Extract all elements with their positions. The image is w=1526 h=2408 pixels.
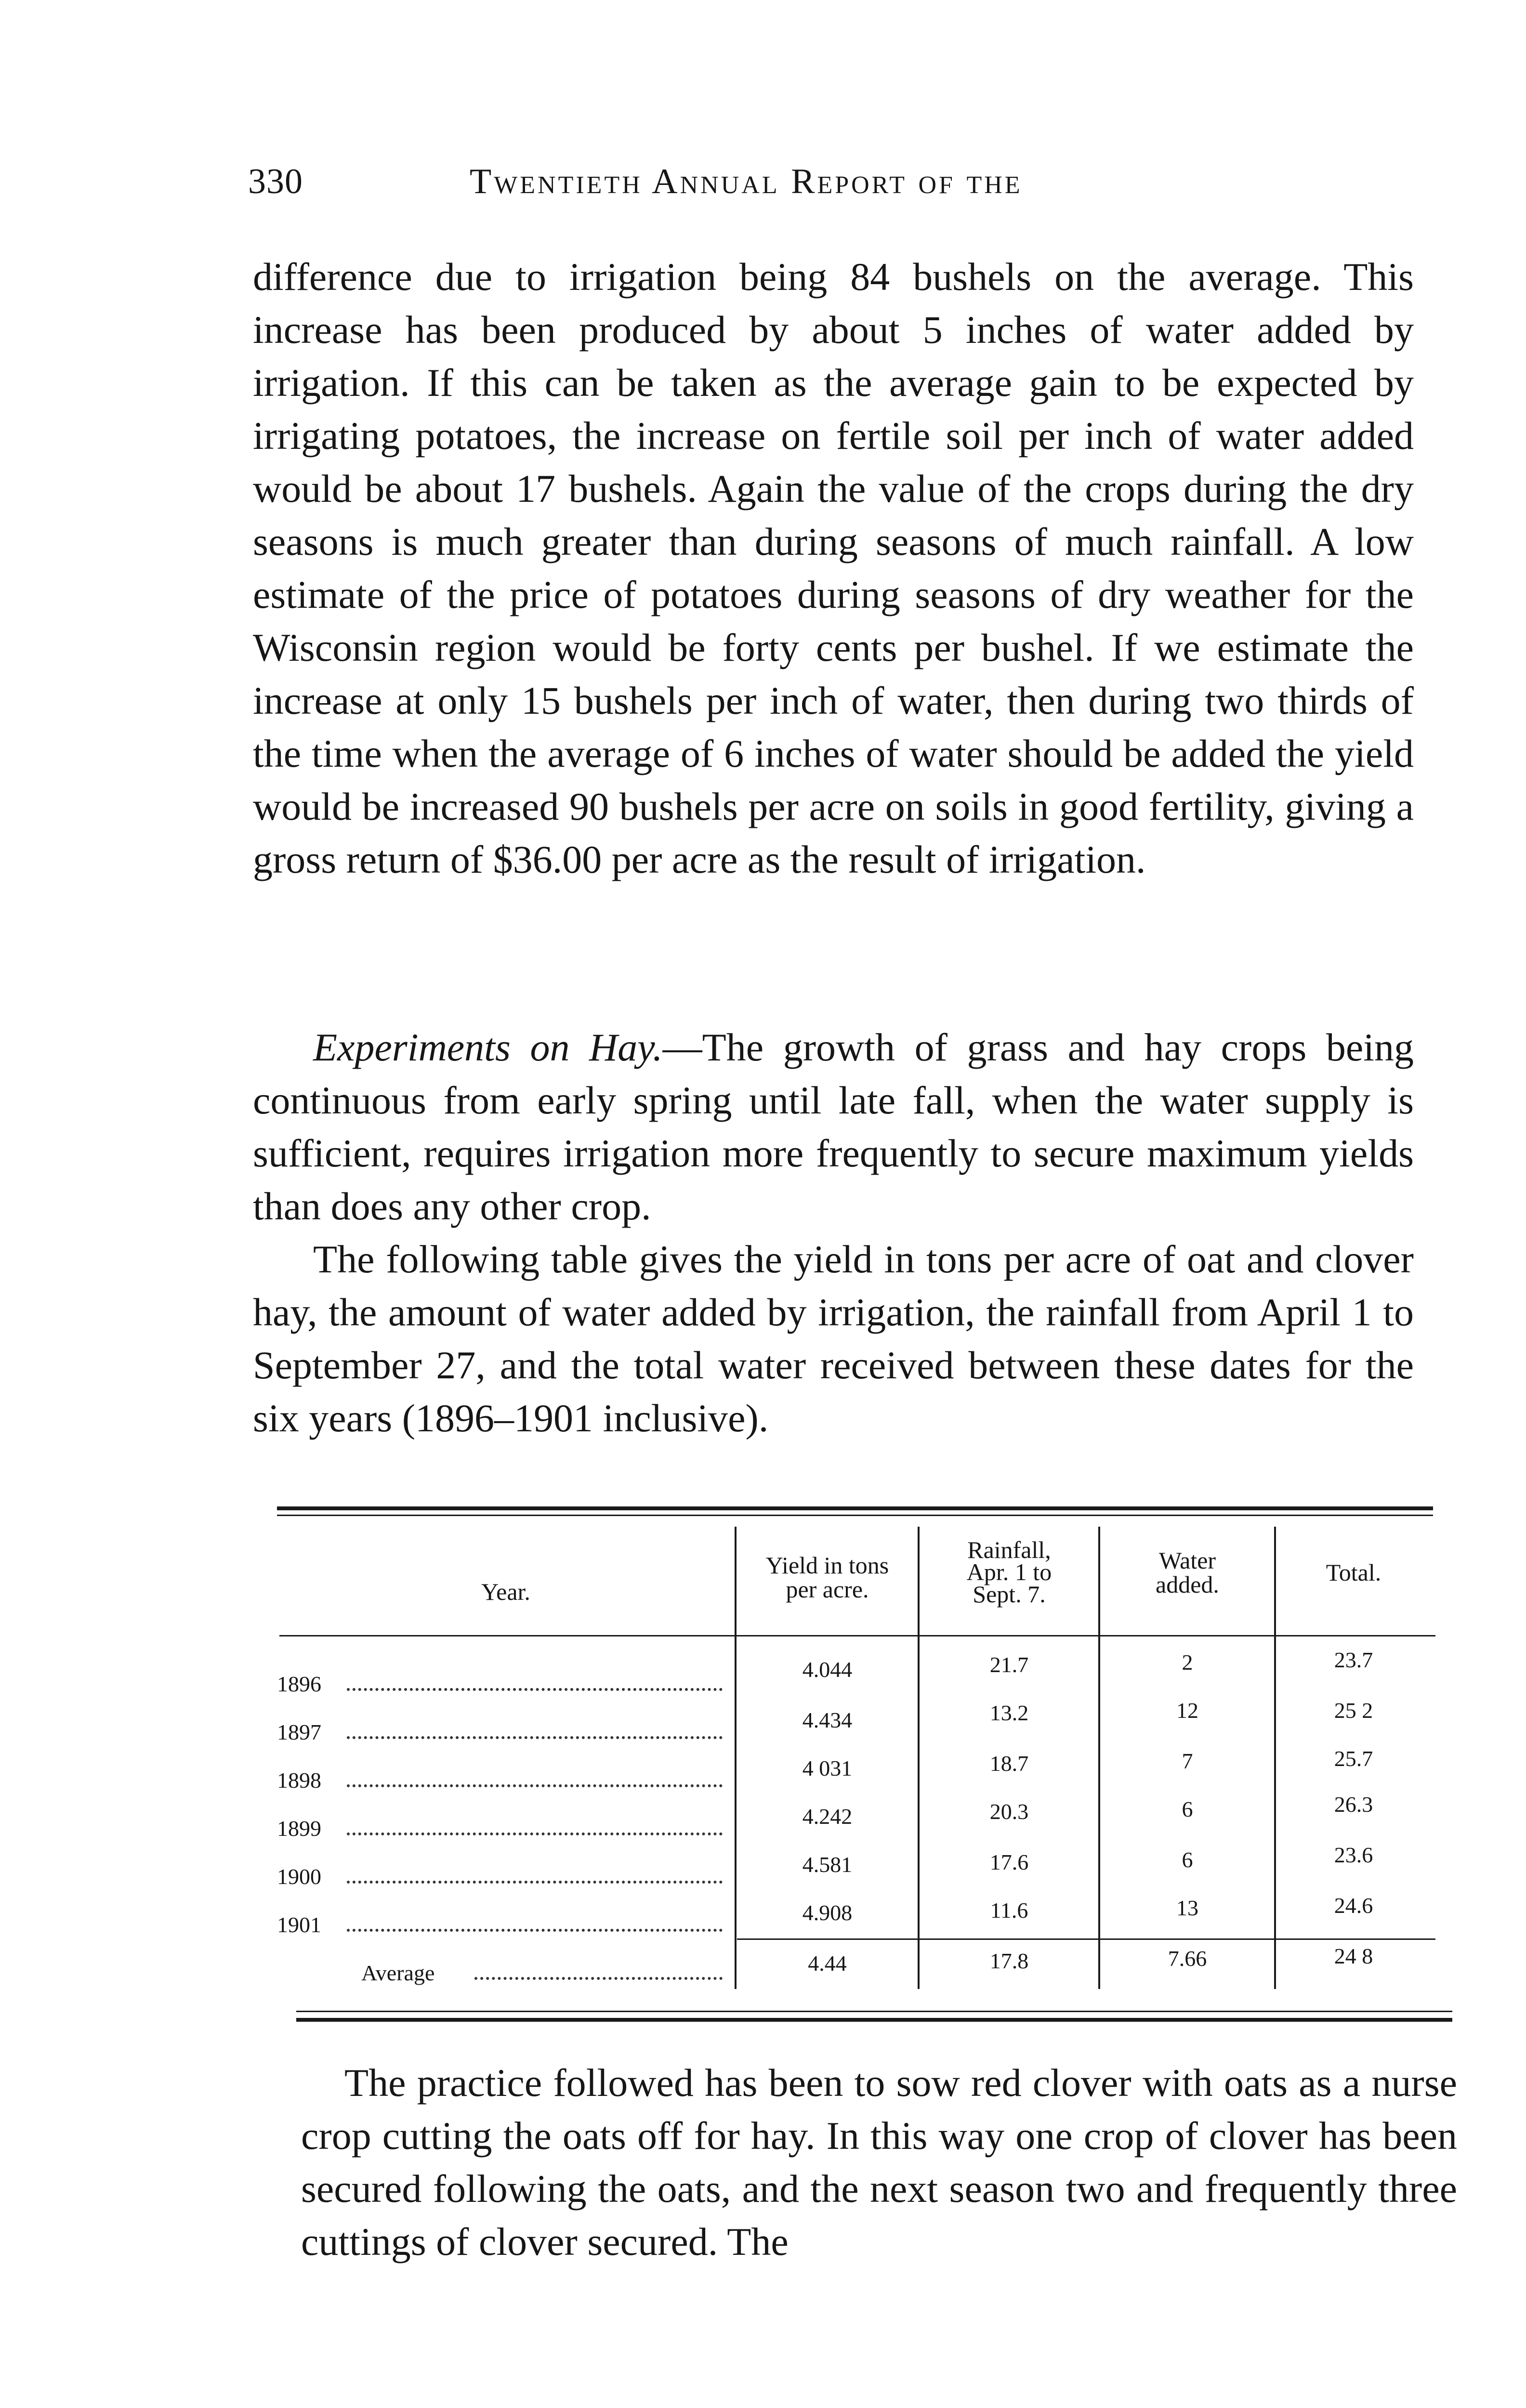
row-rainfall: 20.3 <box>989 1799 1029 1824</box>
row-rainfall: 13.2 <box>989 1701 1029 1725</box>
table-col-divider-3 <box>1098 1527 1100 1989</box>
table-top-rule-thin <box>277 1515 1433 1516</box>
row-year: 1897 <box>277 1720 321 1744</box>
row-year: 1901 <box>277 1912 321 1937</box>
table-col-divider-2 <box>918 1527 920 1989</box>
section-heading-hay: Experiments on Hay. <box>313 1025 663 1069</box>
header-year: Year. <box>481 1578 530 1605</box>
average-yield: 4.44 <box>808 1951 847 1976</box>
row-yield: 4.434 <box>802 1708 853 1732</box>
row-yield: 4.908 <box>802 1900 853 1925</box>
row-water: 13 <box>1176 1896 1198 1920</box>
page-number: 330 <box>248 162 303 201</box>
row-yield: 4.044 <box>802 1657 853 1682</box>
paragraph-table-intro: The following table gives the yield in tons per acre of oat and clover hay, the amount of water added by irrigation, the rainfall from April 1 to September 27, and the total water received between these dates for the six years (1896–1901 inclusive). <box>253 1237 1414 1440</box>
paragraph-clover-practice: The practice followed has been to sow red clover with oats as a nurse crop cutting the oats off for hay. In this way one crop of clover has been secured following the oats, and the next season two and frequently three cuttings of clover secured. The <box>301 2061 1457 2264</box>
paragraph-potatoes-conclusion: difference due to irrigation being 84 bushels on the average. This increase has been produced by about 5 inches of water added by irrigation. If this can be taken as the average gain to be expected by irrigating potatoes, the increase on fertile soil per inch of water added would be about 17 bushels. Again the value of the crops during the dry seasons is much greater than during seasons of much rainfall. A low estimate of the price of potatoes during seasons of dry weather for the Wisconsin region would be forty cents per bushel. If we estimate the increase at only 15 bushels per inch of water, then during two thirds of the time when the average of 6 inches of water should be added the yield would be increased 90 bushels per acre on soils in good fertility, giving a gross return of $36.00 per acre as the result of irrigation. <box>253 255 1414 881</box>
row-water: 6 <box>1182 1797 1193 1821</box>
header-total: Total. <box>1326 1559 1381 1586</box>
row-water: 6 <box>1182 1847 1193 1872</box>
row-rainfall: 11.6 <box>990 1898 1028 1923</box>
average-rainfall: 17.8 <box>989 1949 1029 1973</box>
table-col-divider-4 <box>1274 1527 1276 1989</box>
row-yield: 4.242 <box>802 1804 853 1829</box>
row-yield: 4.581 <box>802 1852 853 1877</box>
table-header-rule <box>279 1635 1435 1636</box>
row-year: 1898 <box>277 1768 321 1793</box>
row-total: 26.3 <box>1334 1792 1373 1817</box>
row-rainfall: 18.7 <box>989 1751 1029 1776</box>
row-leader <box>347 1784 723 1787</box>
row-leader <box>347 1688 723 1691</box>
row-water: 7 <box>1182 1749 1193 1773</box>
row-total: 23.7 <box>1334 1648 1373 1672</box>
row-leader <box>474 1977 723 1980</box>
row-year: 1900 <box>277 1864 321 1889</box>
paragraph-hay-body: —The growth of grass and hay crops being continuous from early spring until late fall, when the water supply is sufficient, requires irrigation more frequently to secure maximum yields than does any other crop. <box>253 1025 1414 1228</box>
row-water: 2 <box>1182 1650 1193 1675</box>
header-water-added: Water added. <box>1156 1547 1219 1598</box>
row-total: 25 2 <box>1334 1698 1373 1723</box>
row-water: 12 <box>1176 1698 1198 1723</box>
header-yield: Yield in tons per acre. <box>765 1552 889 1603</box>
row-leader <box>347 1736 723 1739</box>
table-col-divider-1 <box>735 1527 737 1989</box>
row-yield: 4 031 <box>802 1756 853 1780</box>
row-leader <box>347 1832 723 1835</box>
average-label: Average <box>361 1961 435 1985</box>
average-water: 7.66 <box>1168 1946 1207 1971</box>
paragraph-hay-experiments <box>253 1021 1414 1233</box>
row-leader <box>347 1929 723 1932</box>
row-year: 1899 <box>277 1816 321 1841</box>
table-top-rule-thick <box>277 1506 1433 1510</box>
row-year: 1896 <box>277 1672 321 1696</box>
table-average-rule <box>737 1938 1435 1940</box>
table-bottom-rule-thick <box>296 2018 1452 2022</box>
running-head: Twentieth Annual Report of the <box>470 162 1023 201</box>
header-rainfall: Rainfall, Apr. 1 to Sept. 7. <box>966 1536 1052 1608</box>
average-total: 24 8 <box>1334 1944 1373 1968</box>
row-rainfall: 21.7 <box>989 1652 1029 1677</box>
row-total: 24.6 <box>1334 1893 1373 1918</box>
row-total: 23.6 <box>1334 1843 1373 1867</box>
row-total: 25.7 <box>1334 1746 1373 1771</box>
row-leader <box>347 1881 723 1884</box>
table-bottom-rule-thin <box>296 2011 1452 2012</box>
row-rainfall: 17.6 <box>989 1850 1029 1874</box>
